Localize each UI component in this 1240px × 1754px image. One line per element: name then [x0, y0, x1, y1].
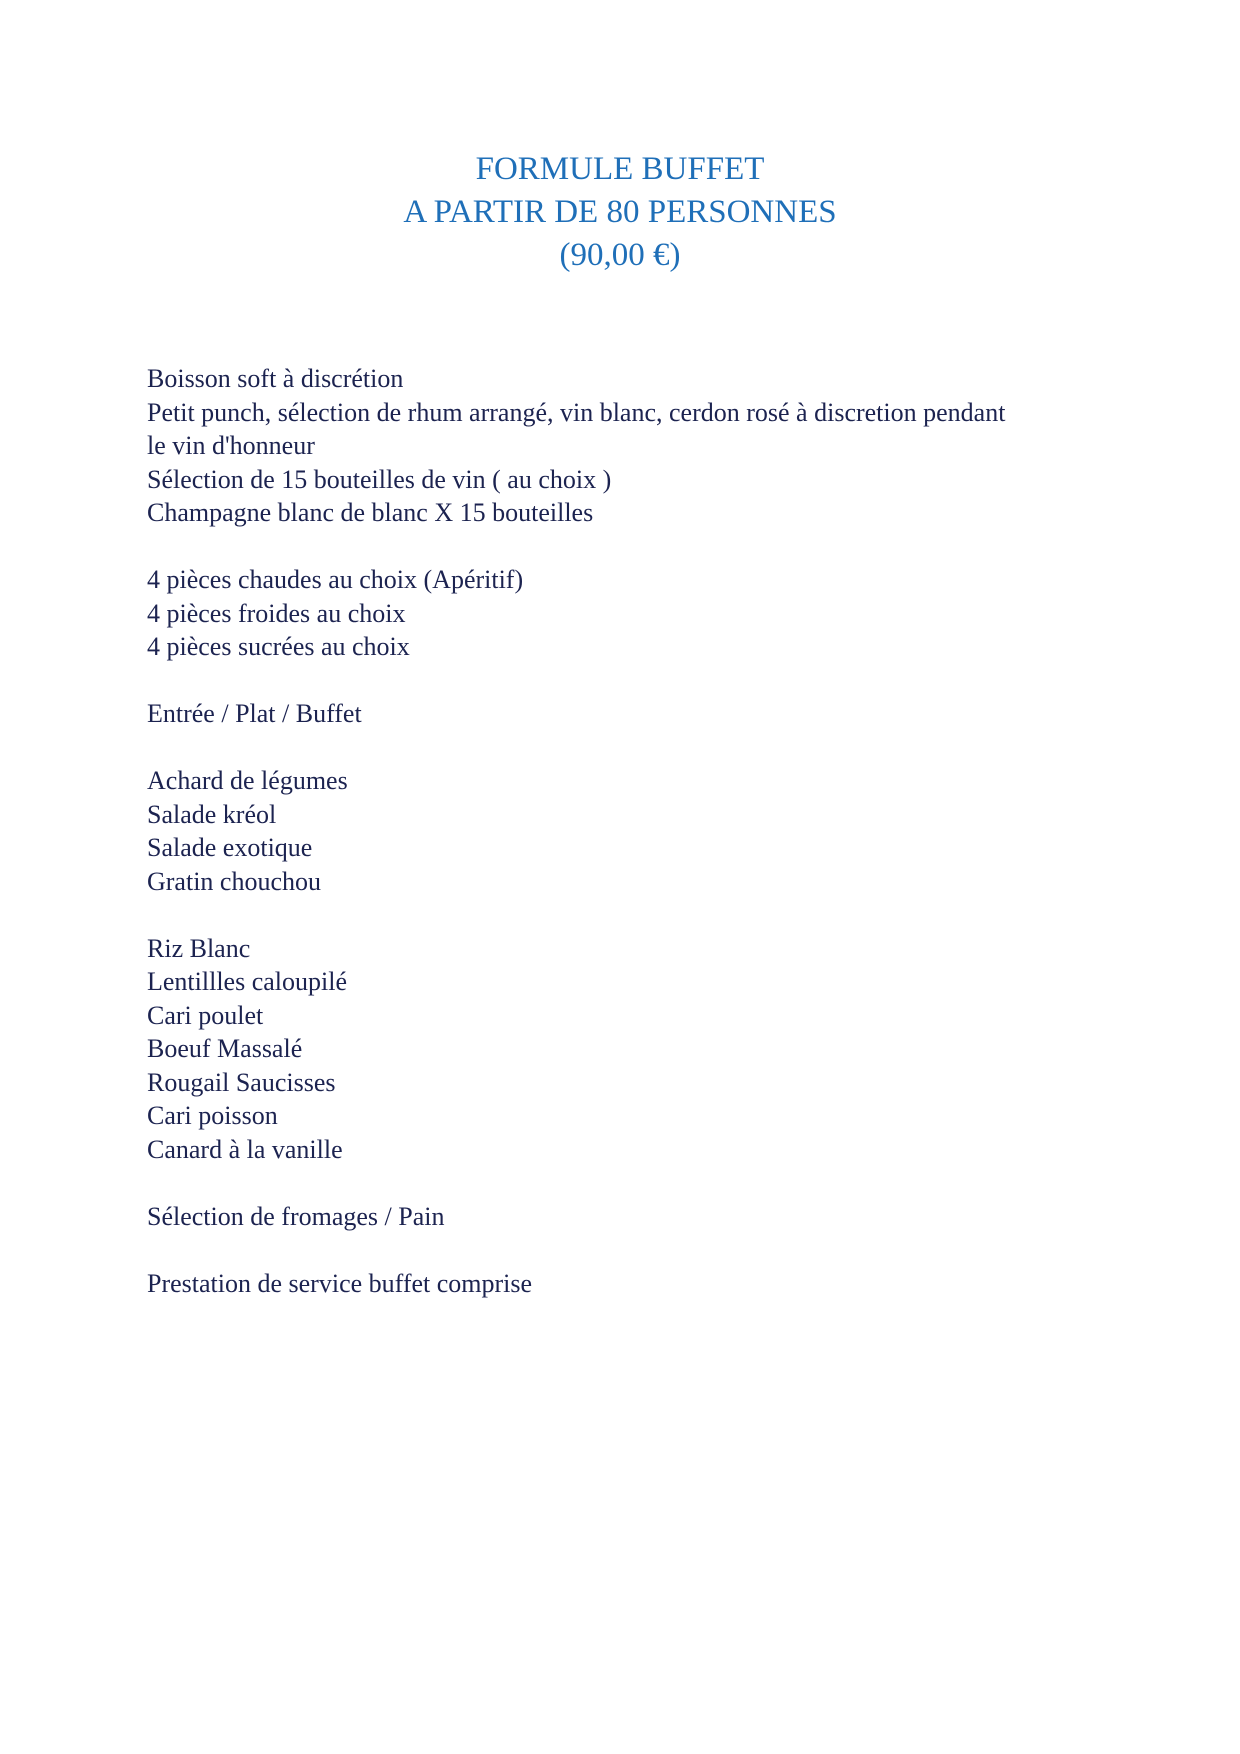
- menu-line: Boeuf Massalé: [147, 1034, 303, 1063]
- menu-line: Cari poulet: [147, 1000, 264, 1030]
- section-cheese: [147, 1200, 1107, 1234]
- menu-line: Salade exotique: [147, 833, 313, 862]
- menu-line: Rougail Saucisses: [147, 1067, 336, 1097]
- section-mains: [147, 932, 1107, 1167]
- section-service: [147, 1267, 1107, 1301]
- price-label: (90,00 €): [559, 237, 681, 273]
- menu-line: Salade kréol: [147, 799, 277, 829]
- section-drinks: [147, 362, 1107, 530]
- menu-line: 4 pièces froides au choix: [147, 598, 406, 628]
- page-title: FORMULE BUFFET: [475, 151, 765, 187]
- menu-line: Entrée / Plat / Buffet: [147, 699, 362, 728]
- menu-line: 4 pièces chaudes au choix (Apéritif): [147, 565, 524, 594]
- menu-line: Sélection de 15 bouteilles de vin ( au choix ): [147, 464, 612, 494]
- menu-line: Gratin chouchou: [147, 866, 322, 896]
- page-subtitle: A PARTIR DE 80 PERSONNES: [403, 194, 837, 230]
- menu-line: Riz Blanc: [147, 933, 251, 963]
- menu-line: Champagne blanc de blanc X 15 bouteilles: [147, 498, 594, 527]
- section-course-format: [147, 697, 1107, 731]
- menu-content: [147, 362, 1107, 1334]
- menu-line: Cari poisson: [147, 1101, 278, 1130]
- section-starters: [147, 764, 1107, 898]
- menu-line: Boisson soft à discrétion: [147, 364, 404, 393]
- section-appetizers: [147, 563, 1107, 664]
- menu-line: Lentillles caloupilé: [147, 967, 347, 996]
- menu-line: le vin d'honneur: [147, 431, 315, 460]
- title-block: [0, 148, 1240, 277]
- menu-line: Sélection de fromages / Pain: [147, 1201, 445, 1231]
- menu-line: Achard de légumes: [147, 766, 348, 795]
- menu-line: Prestation de service buffet comprise: [147, 1268, 533, 1298]
- menu-line: Petit punch, sélection de rhum arrangé, vin blanc, cerdon rosé à discretion pendant: [147, 397, 1006, 427]
- menu-line: 4 pièces sucrées au choix: [147, 632, 410, 661]
- menu-line: Canard à la vanille: [147, 1134, 343, 1164]
